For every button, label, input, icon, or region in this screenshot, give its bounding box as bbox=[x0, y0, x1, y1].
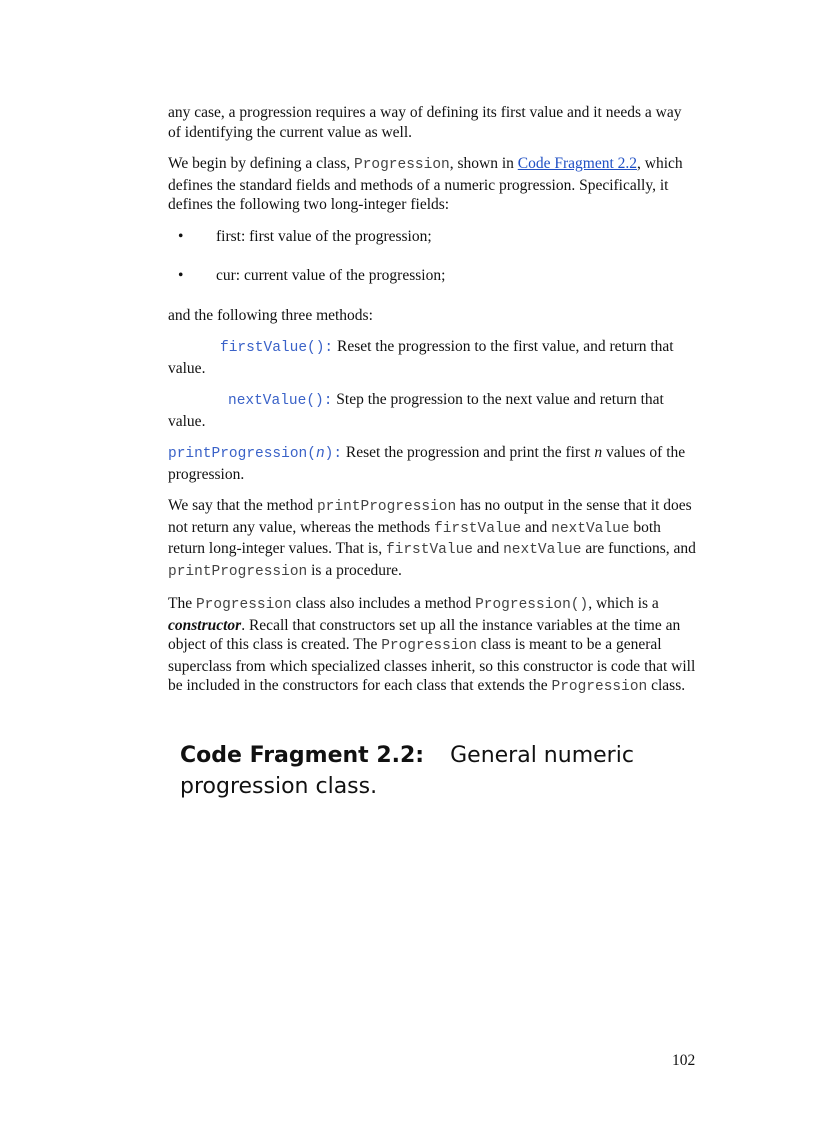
bullet-icon: • bbox=[178, 227, 184, 245]
text: . Recall that constructors set up all the instance variables at the time an object of this class is created. The bbox=[168, 616, 681, 653]
method-desc-n: n bbox=[594, 444, 603, 461]
text: class is meant to be a general superclass from which specialized classes inherit, so this constructor is code that will be included in the constructors for each class that extends the bbox=[168, 636, 696, 694]
code-inline: firstValue bbox=[434, 520, 522, 537]
paragraph-constructor bbox=[168, 594, 698, 698]
text: and bbox=[472, 540, 504, 557]
term-constructor: constructor bbox=[168, 616, 242, 634]
paragraph-methods-output bbox=[168, 496, 698, 582]
caption-text: General numeric progression class. bbox=[180, 743, 634, 799]
method-name-suffix: ): bbox=[324, 446, 343, 462]
method-name: firstValue(): bbox=[220, 340, 334, 356]
method-firstvalue bbox=[168, 337, 698, 378]
text: has no output in the sense that it does not return any value, whereas the methods bbox=[168, 497, 692, 536]
method-desc: values of the progression. bbox=[168, 444, 686, 483]
code-inline: Progression bbox=[551, 679, 648, 695]
list-item bbox=[168, 266, 698, 286]
text: class also includes a method bbox=[291, 595, 476, 612]
paragraph-intro: any case, a progression requires a way of defining its first value and it needs a way of identifying the current value as well. bbox=[168, 104, 682, 141]
page-body bbox=[168, 103, 698, 710]
text: We say that the method bbox=[168, 497, 317, 514]
method-desc: Reset the progression to the first value, and return that value. bbox=[168, 338, 674, 377]
method-name: printProgression( bbox=[168, 446, 316, 462]
code-inline: Progression bbox=[381, 638, 477, 654]
code-inline: nextValue bbox=[551, 520, 630, 537]
text: We begin by defining a class, bbox=[168, 155, 354, 172]
text: , which defines the standard fields and methods of a numeric progression. Specifically, it defines the following two long-integer fields: bbox=[168, 155, 683, 213]
list-item bbox=[168, 227, 698, 247]
field-text: first: first value of the progression; bbox=[216, 227, 432, 245]
field-text: cur: current value of the progression; bbox=[216, 267, 446, 284]
method-nextvalue bbox=[168, 390, 698, 431]
page-number: 102 bbox=[672, 1052, 696, 1069]
text: both return long-integer values. That is, bbox=[168, 518, 661, 557]
code-inline: firstValue bbox=[385, 542, 473, 558]
code-inline: nextValue bbox=[503, 542, 582, 558]
method-printprogression bbox=[168, 443, 698, 484]
code-fragment-caption bbox=[180, 740, 700, 802]
method-desc: Reset the progression and print the first bbox=[342, 444, 595, 461]
text: and bbox=[521, 518, 552, 536]
text: are functions, and bbox=[581, 540, 696, 557]
code-inline: printProgression bbox=[316, 499, 457, 515]
method-desc: Step the progression to the next value and return that value. bbox=[168, 391, 664, 430]
fields-list bbox=[168, 227, 698, 286]
text: is a procedure. bbox=[307, 561, 402, 579]
code-progression: Progression bbox=[354, 157, 450, 173]
bullet-icon: • bbox=[178, 267, 184, 284]
caption-title: Code Fragment 2.2: bbox=[180, 743, 425, 768]
text: , which is a bbox=[588, 595, 659, 612]
method-arg: n bbox=[315, 446, 325, 462]
code-inline: Progression bbox=[195, 597, 292, 613]
code-inline: Progression() bbox=[475, 597, 589, 613]
code-fragment-link[interactable]: Code Fragment 2.2 bbox=[517, 155, 638, 172]
text: The bbox=[168, 595, 196, 612]
method-name: nextValue(): bbox=[228, 393, 333, 409]
methods-intro: and the following three methods: bbox=[168, 306, 373, 324]
code-inline: printProgression bbox=[168, 563, 308, 580]
text: class. bbox=[647, 677, 686, 694]
paragraph-progression-class bbox=[168, 154, 698, 215]
text: , shown in bbox=[449, 155, 518, 172]
